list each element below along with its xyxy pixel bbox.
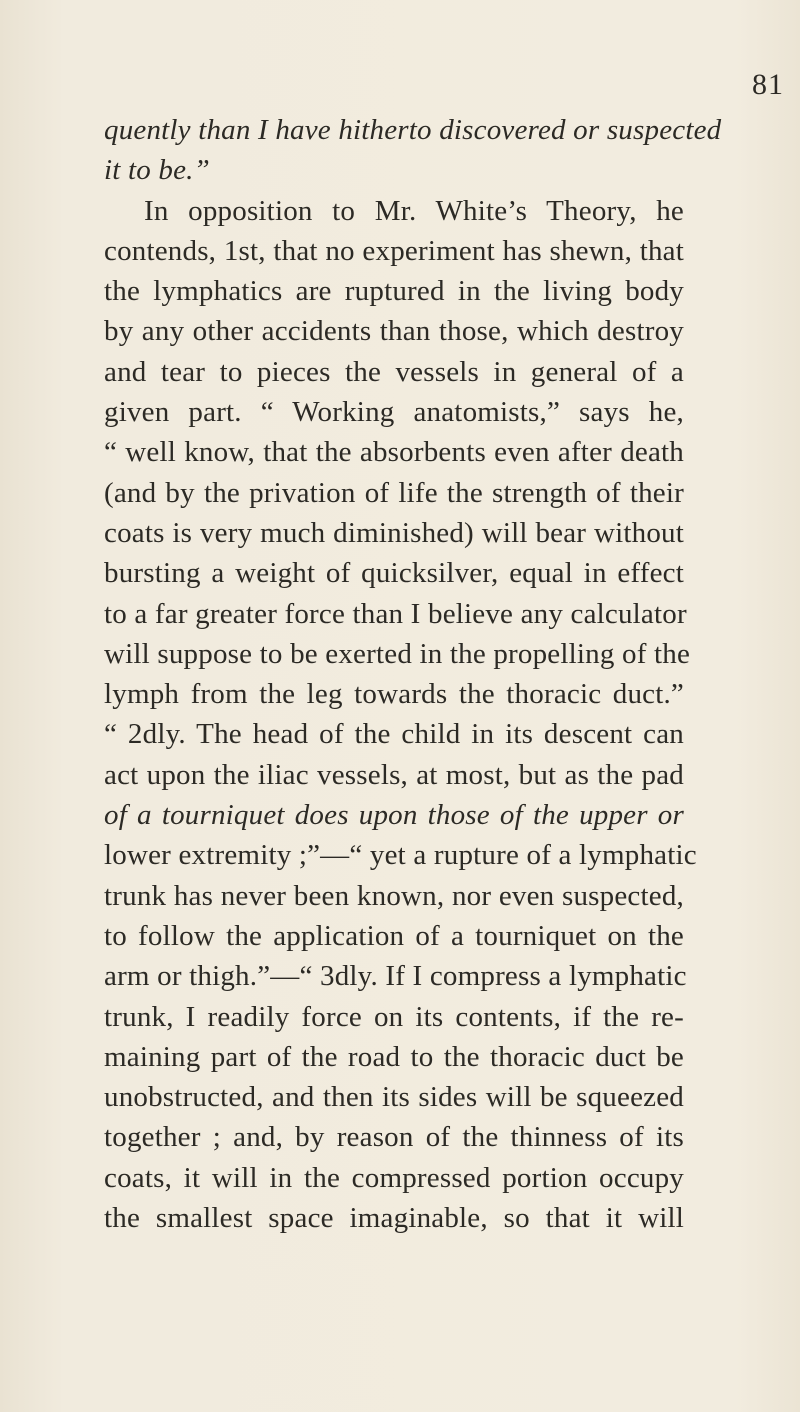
text-line-19: lower extremity ;”—“ yet a rupture of a lymphatic (104, 839, 697, 872)
text-line-9: “ well know, that the absorbents even after death (104, 436, 684, 469)
body-text (104, 110, 722, 1238)
text-line-28: the smallest space imaginable, so that it will (104, 1202, 684, 1235)
text-line-8: given part. “ Working anatomists,” says he, (104, 396, 684, 429)
text-line-11: coats is very much diminished) will bear without (104, 516, 684, 549)
text-line-1: quently than I have hitherto discovered or suspected (104, 114, 722, 146)
text-line-18: of a tourniquet does upon those of the upper or (104, 799, 684, 832)
text-line-4: contends, 1st, that no experiment has shewn, that (104, 234, 684, 267)
text-line-26: together ; and, by reason of the thinness of its (104, 1121, 684, 1154)
text-line-25: unobstructed, and then its sides will be squeezed (104, 1081, 684, 1114)
text-line-6: by any other accidents than those, which destroy (104, 315, 684, 348)
text-line-14: will suppose to be exerted in the propelling of the (104, 637, 691, 670)
text-line-3: In opposition to Mr. White’s Theory, he (144, 194, 684, 227)
text-line-16: “ 2dly. The head of the child in its descent can (104, 718, 684, 751)
text-line-12: bursting a weight of quicksilver, equal in effect (104, 557, 684, 590)
text-line-22: arm or thigh.”—“ 3dly. If I compress a lymphatic (104, 960, 687, 993)
page-number: 81 (752, 68, 784, 101)
text-line-10: (and by the privation of life the strength of their (104, 476, 684, 509)
text-line-7: and tear to pieces the vessels in general of a (104, 355, 684, 388)
text-line-17: act upon the iliac vessels, at most, but as the pad (104, 758, 684, 791)
text-line-27: coats, it will in the compressed portion occupy (104, 1161, 684, 1194)
text-line-5: the lymphatics are ruptured in the living body (104, 275, 684, 308)
text-line-21: to follow the application of a tourniquet on the (104, 919, 684, 952)
text-line-23: trunk, I readily force on its contents, if the re- (104, 1000, 684, 1033)
text-line-20: trunk has never been known, nor even suspected, (104, 879, 684, 912)
text-line-2: it to be.” (104, 154, 210, 187)
text-line-15: lymph from the leg towards the thoracic duct.” (104, 678, 684, 711)
text-line-13: to a far greater force than I believe any calculator (104, 597, 687, 630)
text-line-24: maining part of the road to the thoracic duct be (104, 1040, 684, 1073)
